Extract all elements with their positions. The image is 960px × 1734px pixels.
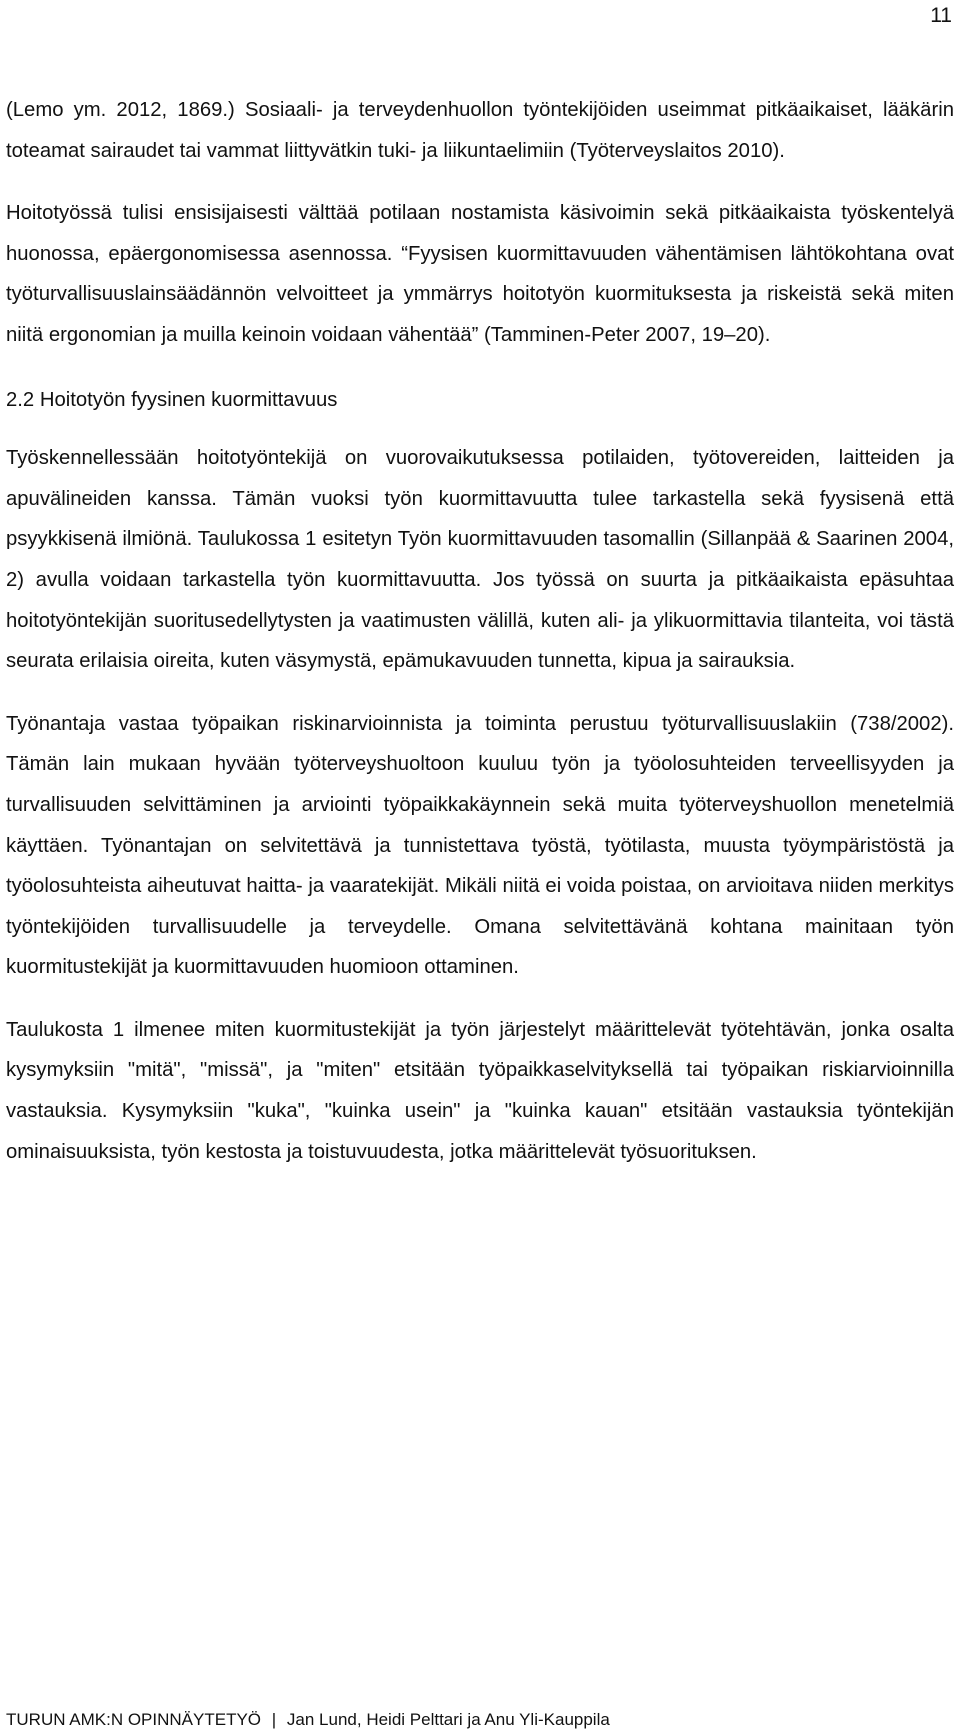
document-body (6, 90, 954, 1172)
section-heading: 2.2 Hoitotyön fyysinen kuormittavuus (6, 388, 338, 411)
paragraph-3: Työskennellessään hoitotyöntekijä on vuorovaikutuksessa potilaiden, työtovereiden, laitteiden ja apuvälineiden kanssa. Tämän vuoksi työn kuormittavuutta tulee tarkastella sekä fyysisenä että psyykkisenä ilmiönä. Taulukossa 1 esitetyn Työn kuormittavuuden tasomallin (Sillanpää & Saarinen 2004, 2) avulla voidaan tarkastella työn kuormittavuutta. Jos työssä on suurta ja pitkäaikaista epäsuhtaa hoitotyöntekijän suoritusedellytysten ja vaatimusten välillä, kuten ali- ja ylikuormittavia tilanteita, voi tästä seurata erilaisia oireita, kuten väsymystä, epämukavuuden tunnetta, kipua ja sairauksia. (6, 447, 954, 673)
footer-institution: TURUN AMK:N OPINNÄYTETYÖ (6, 1710, 262, 1729)
footer-authors: Jan Lund, Heidi Pelttari ja Anu Yli-Kauppila (286, 1710, 610, 1729)
paragraph-5: Taulukosta 1 ilmenee miten kuormitustekijät ja työn järjestelyt määrittelevät työtehtävän, jonka osalta kysymyksiin "mitä", "missä", ja "miten" etsitään työpaikkaselvityksellä tai työpaikan riskiarvioinnilla vastauksia. Kysymyksiin "kuka", "kuinka usein" ja "kuinka kauan" etsitään vastauksia työntekijän ominaisuuksista, työn kestosta ja toistuvuudesta, jotka määrittelevät työsuorituksen. (6, 1018, 954, 1163)
paragraph-1: (Lemo ym. 2012, 1869.) Sosiaali- ja terveydenhuollon työntekijöiden useimmat pitkäaikaiset, lääkärin toteamat sairaudet tai vammat liittyvätkin tuki- ja liikuntaelimiin (Työterveyslaitos 2010). (6, 99, 954, 162)
page-footer (6, 1710, 610, 1730)
paragraph-2: Hoitotyössä tulisi ensisijaisesti välttää potilaan nostamista käsivoimin sekä pitkäaikaista työskentelyä huonossa, epäergonomisessa asennossa. “Fyysisen kuormittavuuden vähentämisen lähtökohtana ovat työturvallisuuslainsäädännön velvoitteet ja ymmärrys hoitotyön kuormituksesta ja riskeistä sekä miten niitä ergonomian ja muilla keinoin voidaan vähentää” (Tamminen-Peter 2007, 19–20). (6, 202, 954, 346)
footer-separator: | (271, 1710, 277, 1729)
page-number: 11 (930, 4, 952, 27)
paragraph-4: Työnantaja vastaa työpaikan riskinarvioinnista ja toiminta perustuu työturvallisuuslakiin (738/2002). Tämän lain mukaan hyvään työterveyshuoltoon kuuluu työn ja työolosuhteiden terveellisyyden ja turvallisuuden selvittäminen ja arviointi työpaikkakäynnein sekä muita työterveyshuollon menetelmiä käyttäen. Työnantajan on selvitettävä ja tunnistettava työstä, työtilasta, muusta työympäristöstä ja työolosuhteista aiheutuvat haitta- ja vaaratekijät. Mikäli niitä ei voida poistaa, on arvioitava niiden merkitys työntekijöiden turvallisuudelle ja terveydelle. Omana selvitettävänä kohtana mainitaan työn kuormitustekijät ja kuormittavuuden huomioon ottaminen. (6, 712, 954, 979)
